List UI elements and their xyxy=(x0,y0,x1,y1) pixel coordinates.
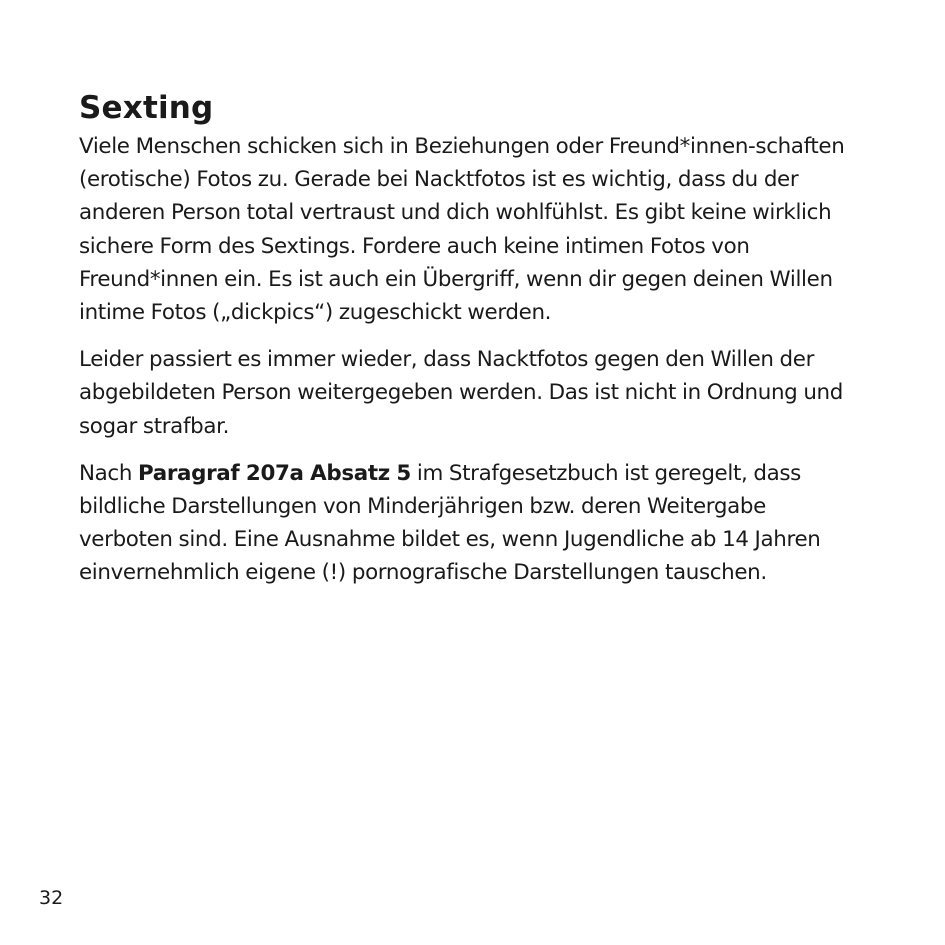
legal-prefix: Nach xyxy=(79,460,138,486)
page-number: 32 xyxy=(39,887,64,909)
page-content xyxy=(79,88,859,604)
legal-text: im Strafgesetzbuch ist geregelt, dass bildliche Darstellungen von Minderjährigen bzw. deren Weitergabe verboten sind. Eine Ausnahme bildet es, wenn Jugendliche ab 14 Jahren einvernehmlich eigene (!) pornografische Darstellungen tauschen. xyxy=(79,460,821,586)
paragraph-sharing-warning: Leider passiert es immer wieder, dass Nacktfotos gegen den Willen der abgebildeten Person weitergegeben werden. Das ist nicht in Ordnung und sogar strafbar. xyxy=(79,347,843,439)
paragraph-sexting-intro: Viele Menschen schicken sich in Beziehungen oder Freund*innen-schaften (erotische) Fotos zu. Gerade bei Nacktfotos ist es wichtig, dass du der anderen Person total vertraust und dich wohlfühlst. Es gibt keine wirklich sichere Form des Sextings. Fordere auch keine intimen Fotos von Freund*innen ein. Es ist auch ein Übergriff, wenn dir gegen deinen Willen intime Fotos („dickpics“) zugeschickt werden. xyxy=(79,134,845,326)
section-heading: Sexting xyxy=(79,90,214,126)
paragraph-legal xyxy=(79,457,859,590)
legal-reference: Paragraf 207a Absatz 5 xyxy=(137,460,411,486)
